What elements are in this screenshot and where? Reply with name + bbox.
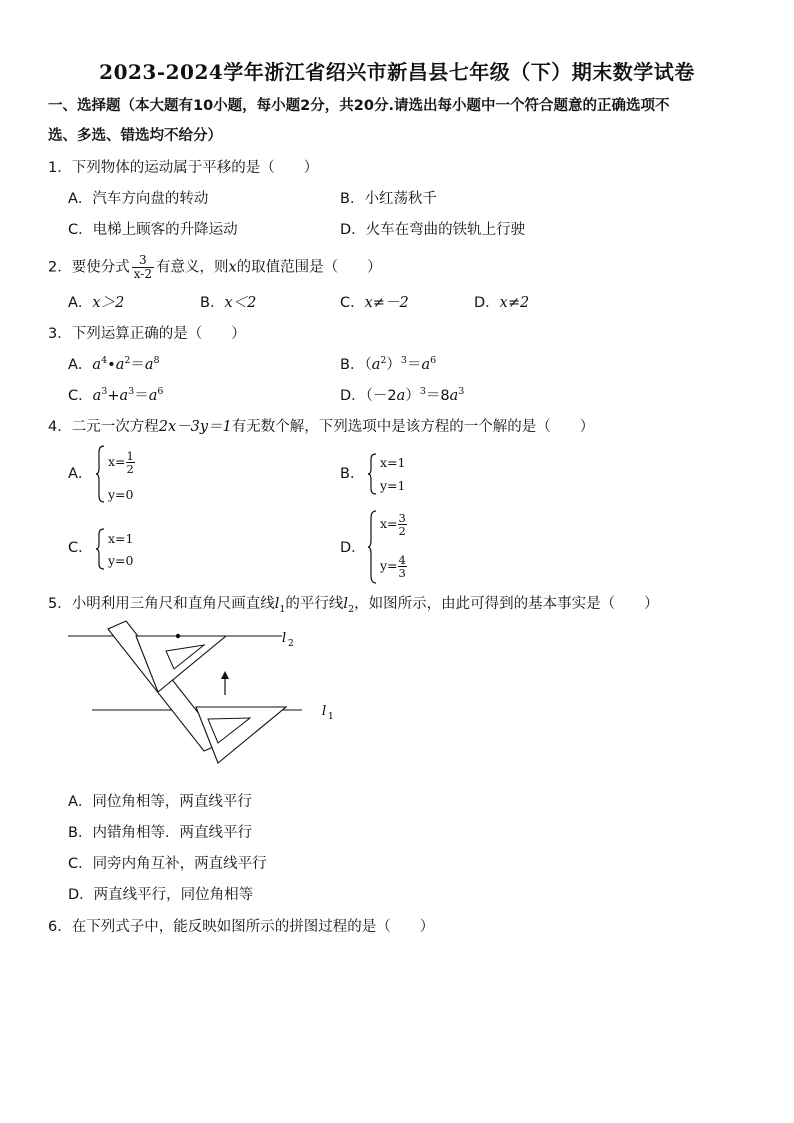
q3-a-base: a <box>92 357 102 373</box>
q5-line-l1: l <box>274 596 280 612</box>
q4-option-a-label: A． <box>68 466 93 482</box>
q4-d-y-fraction <box>398 554 407 579</box>
q2-option-d-value: x≠2 <box>499 295 530 311</box>
brace-icon <box>368 452 378 496</box>
q3-c-exponent: 3 <box>128 386 135 398</box>
q5-stem-mid: 的平行线 <box>285 596 344 612</box>
q3-d-exponent: 3 <box>458 386 465 398</box>
q3-option-c-label: C． <box>68 388 93 404</box>
q2-option-d-label: D． <box>474 295 500 311</box>
q4-d-x-numerator: 3 <box>398 511 406 525</box>
q4-option-b-system <box>368 452 428 496</box>
q6-stem: 6．在下列式子中，能反映如图所示的拼图过程的是（ ） <box>48 919 435 935</box>
q4-d-y-pre: y= <box>380 558 398 573</box>
q5-option-d: D．两直线平行，同位角相等 <box>68 887 254 903</box>
q4-c-y-eq: y=0 <box>108 553 134 568</box>
q5-option-c: C．同旁内角互补，两直线平行 <box>68 856 267 872</box>
section-header-line2: 选、多选、错选均不给分） <box>48 128 222 144</box>
q3-option-b <box>340 355 436 375</box>
q4-option-c-system <box>96 527 156 571</box>
q2-option-a-value: x＞2 <box>92 295 125 311</box>
q3-option-b-label: B． <box>340 357 365 373</box>
q3-d-equals: ＝8 <box>425 388 450 404</box>
q3-a-operator: • <box>107 357 116 373</box>
q3-b-exponent: 6 <box>430 355 437 367</box>
q3-d-paren: ） <box>405 388 420 404</box>
q4-stem-post: 有无数个解，下列选项中是该方程的一个解的是（ ） <box>231 419 595 435</box>
q2-option-a <box>68 293 124 313</box>
q5-line-l2-subscript: 2 <box>348 603 355 615</box>
q3-a-equals: ＝ <box>130 357 145 373</box>
q4-b-x-eq: x=1 <box>380 455 406 470</box>
q3-c-equals: ＝ <box>134 388 149 404</box>
q3-b-base: a <box>421 357 431 373</box>
q3-c-base: a <box>119 388 129 404</box>
q2-variable: x <box>228 259 237 276</box>
q4-a-x-eq <box>108 450 135 475</box>
q4-a-x-pre: x= <box>108 454 126 469</box>
q2-stem-pre: 2．要使分式 <box>48 259 130 276</box>
q4-option-c-label: C． <box>68 540 93 556</box>
arrow-up-head <box>221 671 229 679</box>
fig-label-l2: l <box>282 631 287 646</box>
q4-a-x-numerator: 1 <box>126 449 134 463</box>
q3-a-base: a <box>115 357 125 373</box>
q4-d-x-pre: x= <box>380 516 398 531</box>
lower-set-square <box>196 707 286 763</box>
q2-option-c <box>340 293 409 313</box>
q4-b-y-eq: y=1 <box>380 478 406 493</box>
q3-a-exponent: 4 <box>101 355 108 367</box>
q1-option-c: C．电梯上顾客的升降运动 <box>68 222 238 238</box>
q5-figure <box>60 615 350 765</box>
q2-option-a-label: A． <box>68 295 93 311</box>
brace-icon <box>96 527 106 571</box>
q5-stem <box>48 594 659 614</box>
q5-stem-pre: 5．小明利用三角尺和直角尺画直线 <box>48 596 275 612</box>
q3-b-paren: （ <box>364 357 372 373</box>
q4-d-y-eq <box>380 554 407 579</box>
q3-option-c <box>68 386 163 406</box>
q3-option-d-label: D． <box>340 388 366 404</box>
q4-d-x-eq <box>380 512 407 537</box>
q1-option-b: B．小红荡秋千 <box>340 191 437 207</box>
q3-stem: 3．下列运算正确的是（ ） <box>48 326 246 342</box>
q4-d-y-numerator: 4 <box>398 553 406 567</box>
fig-label-l1: l <box>322 704 327 719</box>
brace-icon <box>368 509 378 585</box>
brace-icon <box>96 444 106 504</box>
q5-option-a: A．同位角相等，两直线平行 <box>68 794 252 810</box>
q2-fraction-denominator: x-2 <box>133 267 152 281</box>
q1-stem: 1．下列物体的运动属于平移的是（ ） <box>48 160 319 176</box>
q3-c-exponent: 3 <box>101 386 108 398</box>
section-header-line1: 一、选择题（本大题有10小题，每小题2分，共20分.请选出每小题中一个符合题意的正确选项不 <box>48 98 670 114</box>
q2-stem <box>48 254 382 281</box>
q4-option-b-label: B． <box>340 466 365 482</box>
q3-d-base: a <box>449 388 459 404</box>
fig-label-l2-subscript: 2 <box>288 639 294 649</box>
q3-c-base: a <box>148 388 158 404</box>
q2-stem-post: 的取值范围是（ ） <box>236 259 382 276</box>
q2-fraction <box>132 254 154 281</box>
q1-option-d: D．火车在弯曲的铁轨上行驶 <box>340 222 526 238</box>
q5-option-b: B．内错角相等．两直线平行 <box>68 825 252 841</box>
q4-d-x-fraction <box>398 512 407 537</box>
q4-option-d-label: D． <box>340 540 366 556</box>
q4-stem <box>48 417 594 437</box>
q2-stem-mid: 有意义，则 <box>155 259 229 276</box>
q3-b-paren: ） <box>386 357 401 373</box>
q2-option-b <box>200 293 256 313</box>
q3-c-operator: + <box>107 388 120 404</box>
exam-title: 2023-2024学年浙江省绍兴市新昌县七年级（下）期末数学试卷 <box>99 60 695 84</box>
q4-option-d-system <box>368 509 428 585</box>
q2-option-c-value: x≠－2 <box>364 295 409 311</box>
q3-b-equals: ＝ <box>406 357 422 373</box>
q4-d-y-denominator: 3 <box>398 566 406 580</box>
q3-d-exponent: 3 <box>419 386 426 398</box>
fig-label-l1-subscript: 1 <box>328 712 334 722</box>
q3-d-paren: （－2 <box>365 388 397 404</box>
q4-equation: 2x－3y＝1 <box>158 419 232 435</box>
q4-stem-pre: 4．二元一次方程 <box>48 419 159 435</box>
q4-option-a-system <box>96 444 156 504</box>
q2-option-c-label: C． <box>340 295 365 311</box>
q3-option-a-label: A． <box>68 357 93 373</box>
q3-c-base: a <box>92 388 102 404</box>
q3-c-exponent: 6 <box>157 386 164 398</box>
q3-a-exponent: 8 <box>153 355 160 367</box>
q4-a-x-fraction <box>126 450 135 475</box>
q3-a-base: a <box>144 357 154 373</box>
q2-fraction-numerator: 3 <box>139 253 147 267</box>
q4-d-x-denominator: 2 <box>398 524 406 538</box>
q2-option-d <box>474 293 529 313</box>
q3-b-exponent: 2 <box>380 355 387 367</box>
q1-option-a: A．汽车方向盘的转动 <box>68 191 209 207</box>
q3-option-a <box>68 355 160 375</box>
q5-line-l2: l <box>343 596 349 612</box>
q3-b-exponent: 3 <box>400 355 407 367</box>
q5-stem-post: ，如图所示，由此可得到的基本事实是（ ） <box>354 596 659 612</box>
q3-a-exponent: 2 <box>124 355 131 367</box>
q2-option-b-label: B． <box>200 295 225 311</box>
q4-a-x-denominator: 2 <box>126 462 134 476</box>
point-dot <box>176 634 180 638</box>
q4-a-y-eq: y=0 <box>108 487 134 502</box>
q4-c-x-eq: x=1 <box>108 531 134 546</box>
q3-b-base: a <box>371 357 381 373</box>
q5-line-l1-subscript: 1 <box>279 603 286 615</box>
q2-option-b-value: x＜2 <box>224 295 257 311</box>
q3-d-base: a <box>396 388 406 404</box>
q3-option-d <box>340 386 464 406</box>
